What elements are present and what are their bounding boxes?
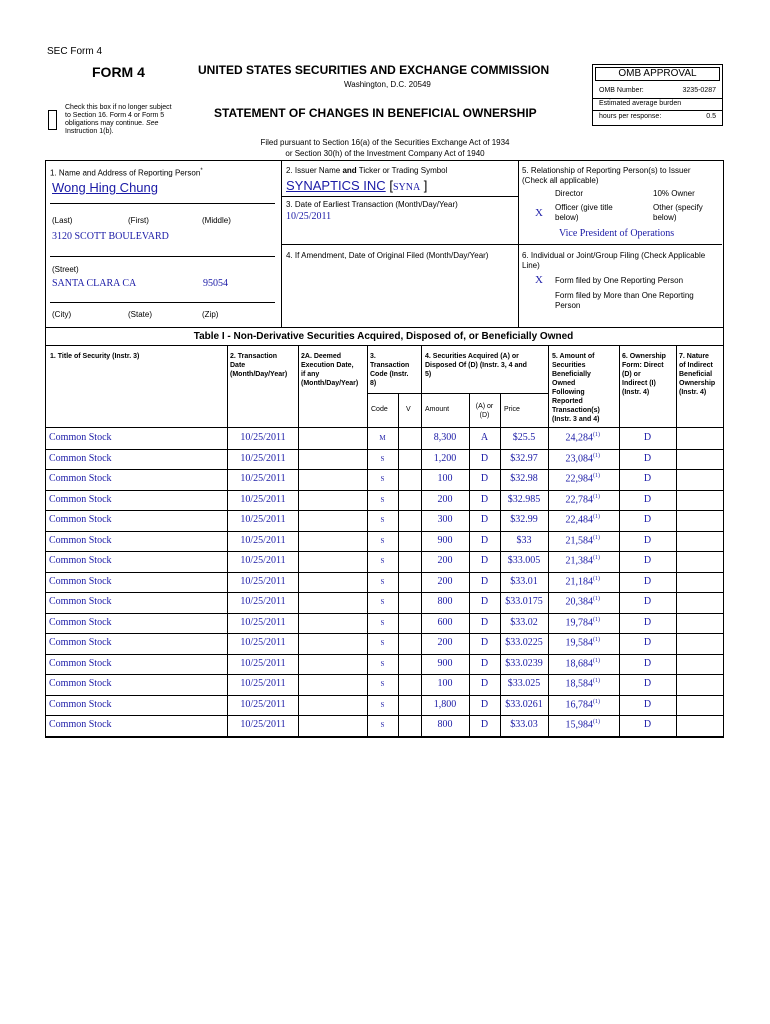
sub-code: Code [371,406,388,413]
cell-form: D [643,657,652,669]
cell-form: D [643,555,652,566]
street-label: (Street) [52,265,79,274]
issuer-name[interactable]: SYNAPTICS INC [SYNA ] [286,178,428,193]
cell-ad: A [480,432,489,443]
officer-checkmark[interactable]: X [535,207,543,219]
cell-code: S [380,454,385,463]
last-label: (Last) [52,216,73,225]
cell-amount: 800 [437,719,453,730]
cell-security: Common Stock [49,616,112,628]
cell-form: D [643,637,652,648]
sec-form-label: SEC Form 4 [47,46,103,57]
cell-price: $32.99 [510,514,538,525]
row-divider [45,531,723,532]
cell-owned: 24,284$^{(1)}$ [565,432,600,444]
cell-amount: 1,800 [433,698,457,710]
box2-label: 2. Issuer Name and Ticker or Trading Symbol [286,166,448,175]
cell-amount: 300 [437,514,453,525]
director-label: Director [555,189,584,198]
cell-owned: 19,784$^{(1)}$ [565,616,600,628]
cell-ad: D [480,452,489,464]
row-divider [45,469,723,470]
commission-city: Washington, D.C. 20549 [344,80,431,89]
footnote-ref[interactable]: (1) [593,719,600,725]
cell-form: D [643,514,652,525]
cell-date: 10/25/2011 [240,698,286,710]
cell-date: 10/25/2011 [240,596,286,607]
cell-owned: 18,584$^{(1)}$ [565,678,600,690]
row-divider [45,695,723,696]
footnote-ref[interactable]: (1) [593,657,600,664]
cell-ad: D [480,575,489,587]
cell-code: S [380,516,385,524]
cell-form: D [643,698,652,710]
middle-label: (Middle) [202,216,231,225]
one-person-label: Form filed by One Reporting Person [555,276,684,285]
col-title-security: 1. Title of Security (Instr. 3) [50,353,140,360]
cell-amount: 900 [437,534,453,546]
cell-owned: 19,584$^{(1)}$ [565,637,600,649]
cell-date: 10/25/2011 [240,514,286,525]
city-label: (City) [52,310,72,319]
sub-acquired-disposed: (A) or (D) [475,403,494,419]
cell-price: $33.0175 [505,596,543,607]
cell-date: 10/25/2011 [240,493,286,505]
row-divider [45,613,723,614]
cell-date: 10/25/2011 [240,534,286,546]
row-divider [45,592,723,593]
commission-title: UNITED STATES SECURITIES AND EXCHANGE COMMISSION [198,63,550,77]
col-deemed-execution: 2A. Deemed Execution Date, if any (Month/Day/Year) [301,353,359,387]
cell-ad: D [480,637,489,648]
row-divider [45,633,723,634]
cell-price: $25.5 [512,432,536,443]
cell-form: D [643,534,652,546]
omb-hours-label: hours per response: [599,113,662,120]
cell-date: 10/25/2011 [240,719,286,730]
checkbox-text: Check this box if no longer subject to Section 16. Form 4 or Form 5 obligations may continue. See Instruction 1(b). [65,104,172,135]
footnote-ref[interactable]: (1) [593,678,600,684]
cell-price: $32.97 [510,452,538,464]
col-amount-owned: 5. Amount of Securities Beneficially Owned Following Reported Transaction(s) (Instr. 3 and 4) [552,353,600,423]
row-divider [45,510,723,511]
form-title: FORM 4 [92,64,145,80]
cell-date: 10/25/2011 [240,555,286,566]
col-nature-indirect: 7. Nature of Indirect Beneficial Ownership (Instr. 4) [679,353,716,396]
earliest-transaction-date: 10/25/2011 [286,211,332,222]
footnote-ref[interactable]: (1) [593,575,600,582]
row-divider [45,551,723,552]
cell-form: D [643,596,652,607]
cell-amount: 200 [437,493,453,505]
cell-ad: D [480,719,489,730]
omb-burden-label: Estimated average burden [599,100,682,107]
zip-label: (Zip) [202,310,219,319]
cell-ad: D [480,493,489,505]
footnote-ref[interactable]: (1) [593,452,600,459]
one-person-checkmark[interactable]: X [535,274,543,286]
cell-date: 10/25/2011 [240,473,286,484]
cell-code: S [380,659,385,668]
cell-form: D [643,616,652,628]
cell-amount: 900 [437,657,453,669]
sub-v: V [406,406,411,413]
cell-form: D [643,473,652,484]
cell-price: $33 [516,534,532,546]
cell-owned: 21,584$^{(1)}$ [565,534,600,546]
cell-price: $33.025 [507,678,541,689]
footnote-ref[interactable]: (1) [593,596,600,602]
cell-amount: 100 [437,678,453,689]
cell-security: Common Stock [49,432,112,443]
col-transaction-date: 2. Transaction Date (Month/Day/Year) [230,353,288,378]
row-divider [45,715,723,716]
cell-amount: 100 [437,473,453,484]
cell-amount: 200 [437,637,453,648]
footnote-ref[interactable]: (1) [593,493,600,500]
row-divider [45,674,723,675]
cell-price: $32.98 [510,473,538,484]
cell-code: S [380,618,385,627]
cell-security: Common Stock [49,637,112,648]
sub-price: Price [504,406,520,413]
row-divider [45,572,723,573]
box5-label: 5. Relationship of Reporting Person(s) to Issuer (Check all applicable) [522,166,691,185]
col-ownership-form: 6. Ownership Form: Direct (D) or Indirect (I) (Instr. 4) [622,353,666,396]
cell-price: $33.0225 [505,637,543,648]
cell-owned: 21,184$^{(1)}$ [565,575,600,587]
cell-security: Common Stock [49,555,112,566]
city-value: SANTA CLARA CA [52,278,137,289]
omb-hours-value: 0.5 [706,113,716,120]
cell-date: 10/25/2011 [240,575,286,587]
cell-security: Common Stock [49,719,112,730]
cell-code: S [380,536,385,545]
row-divider [45,736,723,737]
cell-price: $33.0239 [505,657,543,669]
cell-date: 10/25/2011 [240,637,286,648]
omb-number-label: OMB Number: [599,87,644,94]
reporting-person-name[interactable]: Wong Hing Chung [52,180,158,195]
cell-price: $32.985 [507,493,541,505]
cell-form: D [643,678,652,689]
col-transaction-code: 3. Transaction Code (Instr. 8) [370,353,410,387]
cell-security: Common Stock [49,534,112,546]
cell-code: S [380,557,385,565]
cell-code: S [380,700,385,709]
cell-owned: 18,684$^{(1)}$ [565,657,600,669]
cell-ad: D [480,514,489,525]
cell-security: Common Stock [49,514,112,525]
omb-number-value: 3235-0287 [682,87,716,94]
state-label: (State) [128,310,153,319]
box6-label: 6. Individual or Joint/Group Filing (Check Applicable Line) [522,251,706,270]
cell-code: S [380,721,385,729]
ten-pct-owner-label: 10% Owner [653,189,695,198]
cell-price: $33.0261 [505,698,543,710]
cell-form: D [643,493,652,505]
cell-ad: D [480,596,489,607]
cell-amount: 200 [437,555,453,566]
table1-title: Table I - Non-Derivative Securities Acquired, Disposed of, or Beneficially Owned [193,331,574,342]
first-label: (First) [128,216,149,225]
cell-owned: 22,484$^{(1)}$ [565,514,600,526]
cell-date: 10/25/2011 [240,432,286,443]
cell-amount: 600 [437,616,453,628]
filed-pursuant: Filed pursuant to Section 16(a) of the Securities Exchange Act of 1934 or Section 30(h) of the Investment Company Act of 1940 [260,138,510,158]
cell-owned: 22,784$^{(1)}$ [565,493,600,505]
cell-code: M [379,434,386,442]
cell-date: 10/25/2011 [240,657,286,669]
footnote-ref[interactable]: (1) [593,637,600,643]
cell-security: Common Stock [49,657,112,669]
no-longer-subject-checkbox[interactable] [48,110,57,130]
cell-ad: D [480,473,489,484]
omb-approval-box [592,64,723,126]
cell-form: D [643,452,652,464]
cell-form: D [643,432,652,443]
cell-code: S [380,475,385,483]
cell-security: Common Stock [49,493,112,505]
cell-amount: 1,200 [433,452,457,464]
row-divider [45,654,723,655]
box1-label: 1. Name and Address of Reporting Person* [50,168,203,178]
cell-form: D [643,575,652,587]
sub-amount: Amount [425,406,450,413]
cell-amount: 200 [437,575,453,587]
cell-price: $33.01 [510,575,538,587]
cell-ad: D [480,616,489,628]
cell-code: S [380,577,385,586]
cell-owned: 20,384$^{(1)}$ [565,596,600,608]
cell-owned: 21,384$^{(1)}$ [565,555,600,567]
cell-security: Common Stock [49,473,112,484]
cell-owned: 23,084$^{(1)}$ [565,452,600,464]
cell-owned: 15,984$^{(1)}$ [565,719,600,731]
cell-ad: D [480,678,489,689]
officer-label: Officer (give title below) [555,203,613,222]
other-label: Other (specify below) [653,203,703,222]
cell-amount: 800 [437,596,453,607]
box3-label: 3. Date of Earliest Transaction (Month/Day/Year) [286,200,458,209]
more-persons-label: Form filed by More than One Reporting Person [555,291,694,310]
cell-price: $33.02 [510,616,538,628]
cell-ad: D [480,698,489,710]
footnote-ref[interactable]: (1) [593,514,600,520]
cell-date: 10/25/2011 [240,678,286,689]
cell-security: Common Stock [49,452,112,464]
cell-date: 10/25/2011 [240,452,286,464]
cell-amount: 8,300 [433,432,457,443]
zip-value: 95054 [203,278,228,289]
footnote-ref[interactable]: (1) [593,473,600,479]
cell-owned: 16,784$^{(1)}$ [565,698,600,710]
cell-security: Common Stock [49,575,112,587]
cell-ad: D [480,657,489,669]
col-securities-acquired: 4. Securities Acquired (A) or Disposed Of (D) (Instr. 3, 4 and 5) [425,353,527,378]
officer-title: Vice President of Operations [559,228,675,239]
footnote-ref[interactable]: (1) [593,555,600,561]
footnote-ref[interactable]: (1) [593,698,600,705]
cell-owned: 22,984$^{(1)}$ [565,473,600,485]
cell-ad: D [480,555,489,566]
cell-code: S [380,680,385,688]
cell-price: $33.005 [507,555,541,566]
street-address: 3120 SCOTT BOULEVARD [52,231,169,242]
cell-security: Common Stock [49,698,112,710]
cell-price: $33.03 [510,719,538,730]
row-divider [45,490,723,491]
cell-security: Common Stock [49,596,112,607]
cell-code: S [380,639,385,647]
cell-code: S [380,495,385,504]
footnote-ref[interactable]: (1) [593,432,600,438]
omb-title: OMB APPROVAL [595,67,720,81]
footnote-ref[interactable]: (1) [593,616,600,623]
cell-date: 10/25/2011 [240,616,286,628]
row-divider [45,449,723,450]
statement-title: STATEMENT OF CHANGES IN BENEFICIAL OWNERSHIP [214,106,537,120]
box4-label: 4. If Amendment, Date of Original Filed (Month/Day/Year) [286,251,489,260]
cell-security: Common Stock [49,678,112,689]
footnote-ref[interactable]: (1) [593,534,600,541]
cell-form: D [643,719,652,730]
cell-ad: D [480,534,489,546]
cell-code: S [380,598,385,606]
